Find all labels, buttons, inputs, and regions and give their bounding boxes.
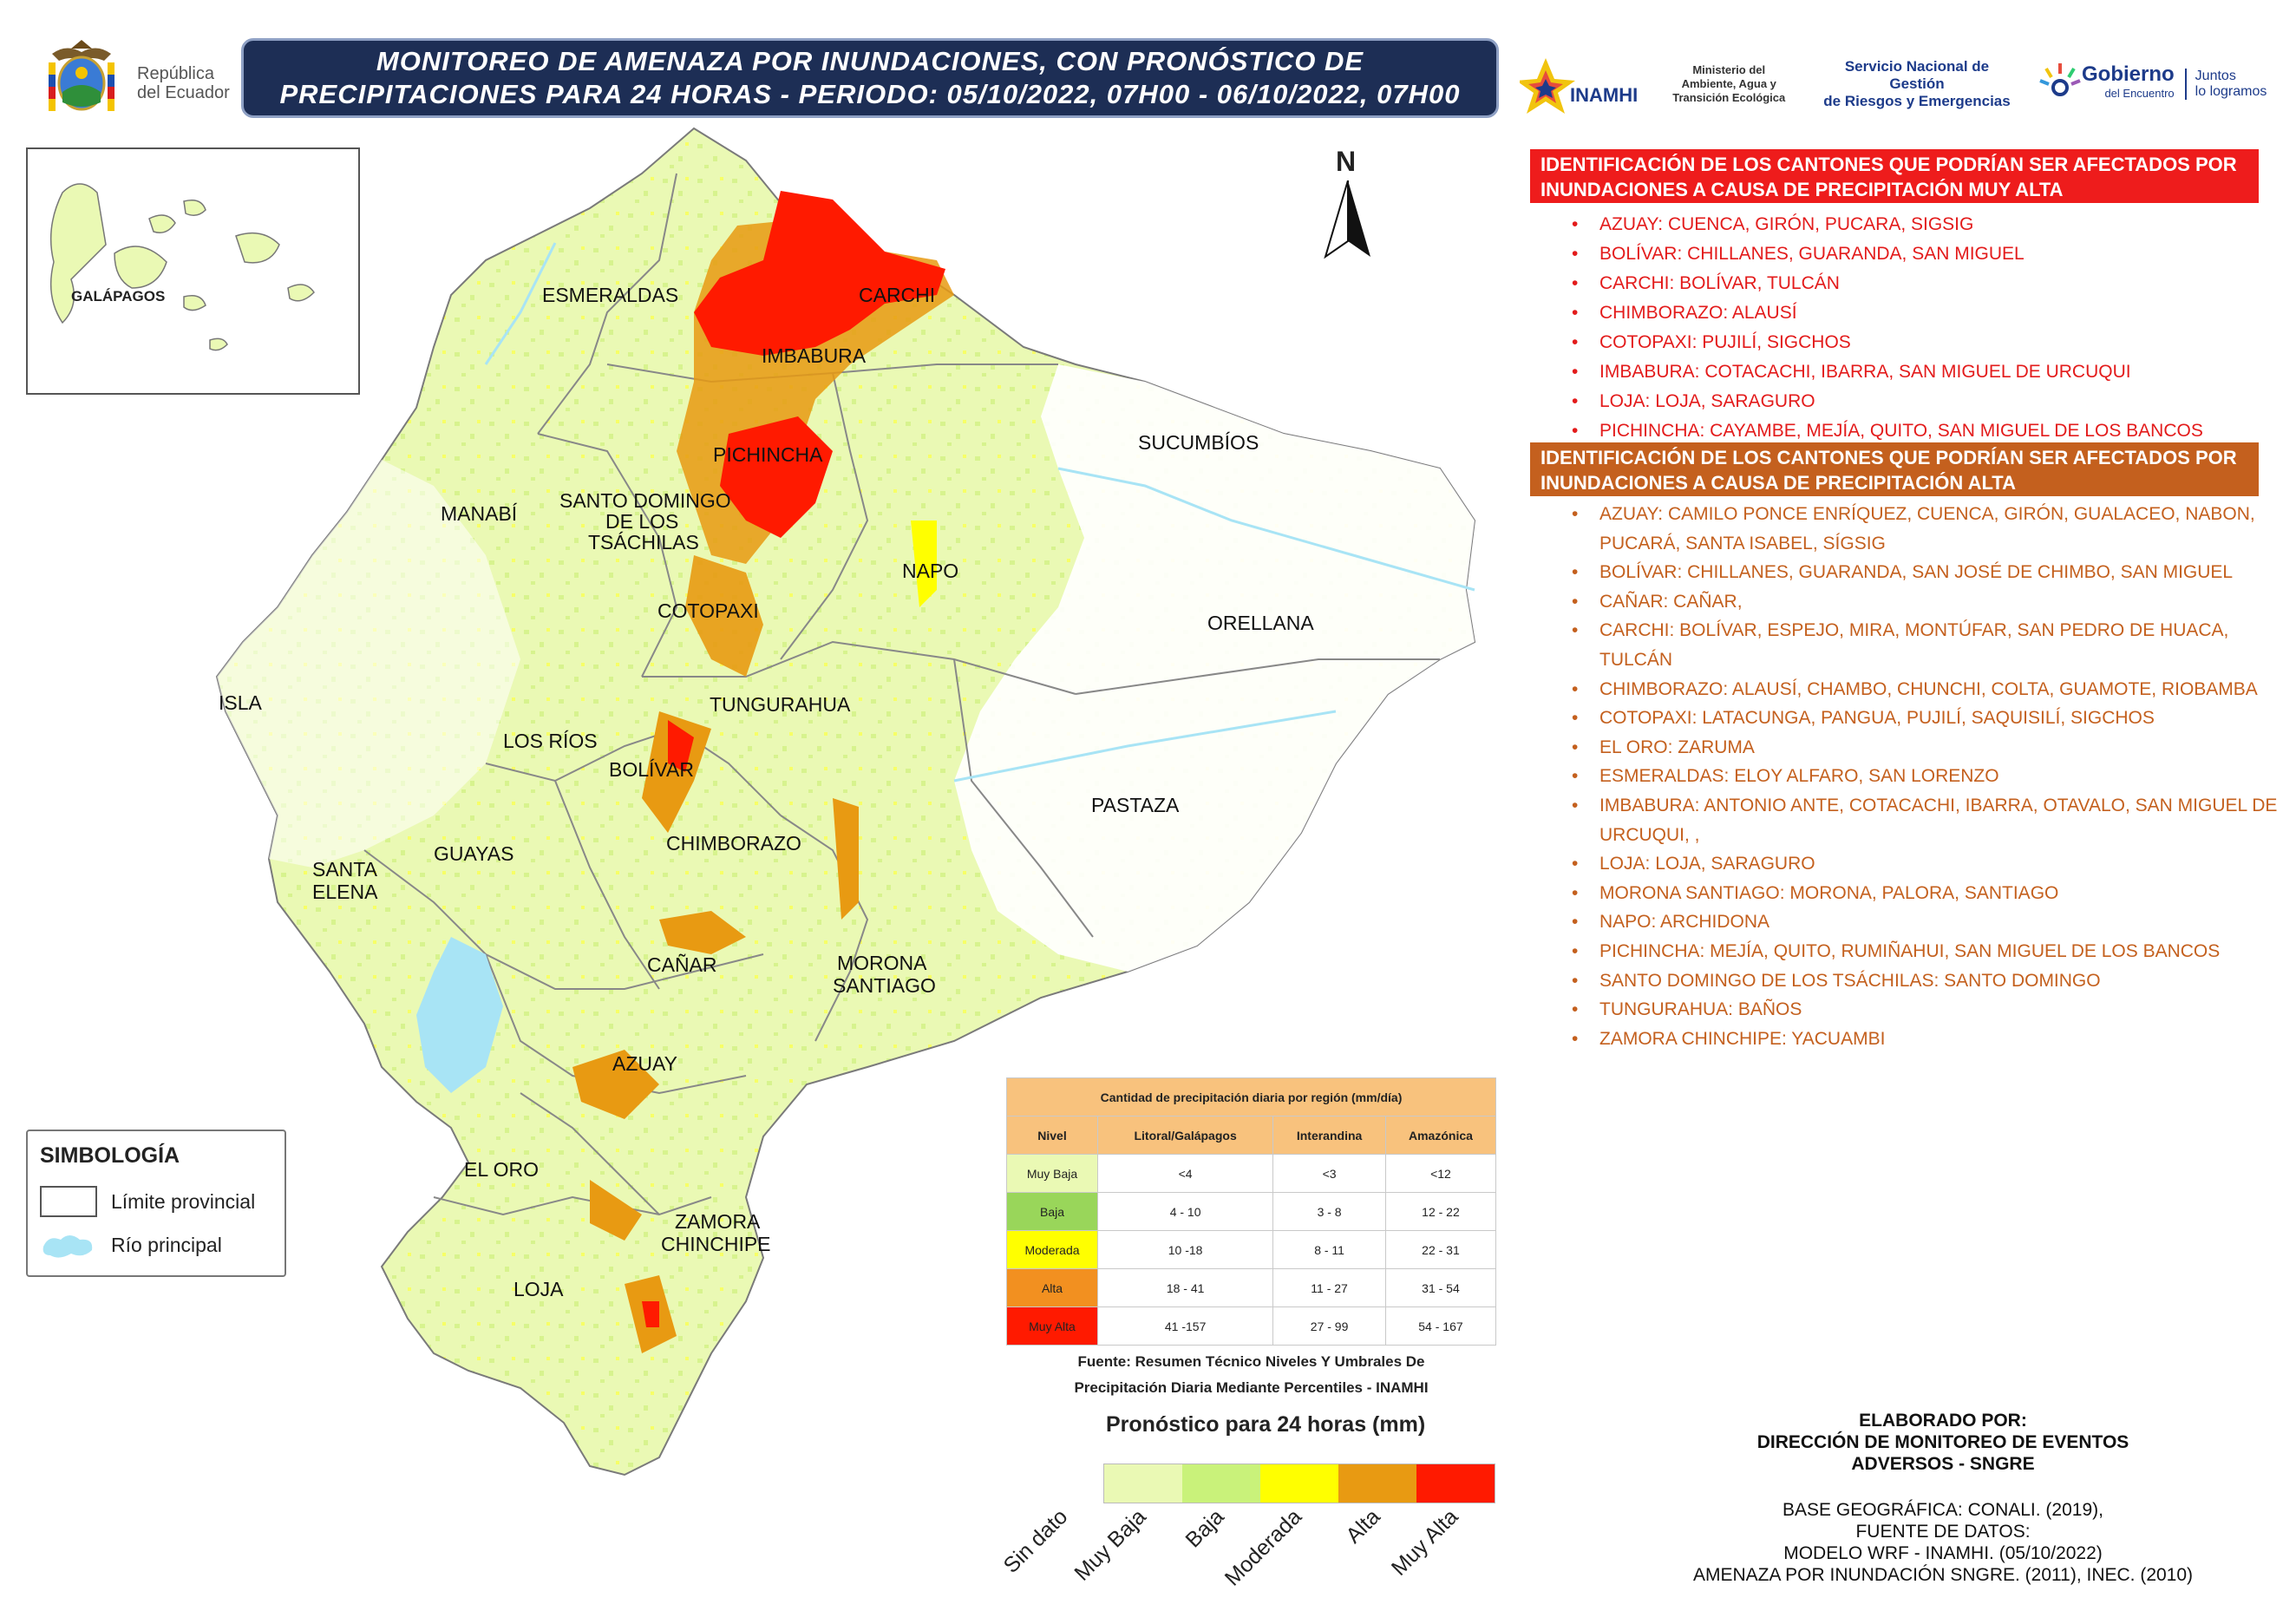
label-canar: CAÑAR [647,953,717,976]
sngre-line-2: de Riesgos y Emergencias [1823,93,2011,109]
map-title-banner [241,38,1499,118]
bar-label-moderada: Moderada [1220,1504,1307,1591]
title-line-1: MONITOREO DE AMENAZA POR INUNDACIONES, CON PRONÓSTICO DE [376,46,1364,76]
segment-muy-alta [1416,1464,1495,1503]
label-manabi: MANABÍ [441,502,518,525]
sngre-line-1: Servicio Nacional de Gestión [1844,58,1990,92]
alta-cantons-list [1572,500,2292,1053]
list-item: • ESMERALDAS: ELOY ALFARO, SAN LORENZO [1572,762,2292,791]
segment-moderada [1260,1464,1338,1503]
litoral-cell: 18 - 41 [1098,1269,1273,1307]
label-pichincha: PICHINCHA [713,443,823,466]
source-line-2: Precipitación Diaria Mediante Percentiles - INAMHI [1074,1379,1429,1396]
forecast-legend-title: Pronóstico para 24 horas (mm) [1106,1412,1426,1437]
inamhi-star-icon [1520,49,1624,119]
interandina-cell: 3 - 8 [1273,1193,1386,1231]
list-item: • CARCHI: BOLÍVAR, ESPEJO, MIRA, MONTÚFAR, SAN PEDRO DE HUACA, TULCÁN [1572,616,2292,674]
list-item: • AZUAY: CAMILO PONCE ENRÍQUEZ, CUENCA, GIRÓN, GUALACEO, NABON, [1572,500,2292,529]
list-item: • SANTO DOMINGO DE LOS TSÁCHILAS: SANTO DOMINGO [1572,966,2292,996]
header-nivel: Nivel [1007,1116,1098,1155]
list-item: • IMBABURA: ANTONIO ANTE, COTACACHI, IBARRA, OTAVALO, SAN MIGUEL DE [1572,791,2292,821]
label-carchi: CARCHI [859,284,936,306]
label-cotopaxi: COTOPAXI [657,599,759,622]
gobierno-rays-icon [2038,58,2082,110]
list-item: • LOJA: LOJA, SARAGURO [1572,387,2292,416]
list-item: • ZAMORA CHINCHIPE: YACUAMBI [1572,1025,2292,1054]
header-amazonica: Amazónica [1385,1116,1495,1155]
label-guayas: GUAYAS [434,842,514,865]
table-caption-row [1007,1078,1496,1116]
interandina-cell: 11 - 27 [1273,1269,1386,1307]
gobierno-del-encuentro-logo [2038,45,2290,123]
label-loja: LOJA [513,1278,564,1300]
forecast-color-bar [1103,1464,1495,1503]
table-row [1007,1269,1496,1307]
title-line-2: PRECIPITACIONES PARA 24 HORAS - PERIODO: 05/10/2022, 07H00 - 06/10/2022, 07H00 [279,79,1461,109]
amazonica-cell: 31 - 54 [1385,1269,1495,1307]
litoral-cell: <4 [1098,1155,1273,1193]
ministerio-line-3: Transición Ecológica [1672,91,1786,104]
label-de-los: DE LOS [605,510,679,533]
elaborado-por [1657,1410,2229,1475]
interandina-cell: 8 - 11 [1273,1231,1386,1269]
label-el-oro: EL ORO [464,1158,540,1181]
simbologia-title: SIMBOLOGÍA [40,1143,180,1168]
interandina-cell: <3 [1273,1155,1386,1193]
list-item: • COTOPAXI: LATACUNGA, PANGUA, PUJILÍ, SAQUISILÍ, SIGCHOS [1572,704,2292,733]
segment-muy-baja [1104,1464,1182,1503]
elaborado-line-3: ADVERSOS - SNGRE [1851,1454,2035,1474]
inamhi-name: INAMHI [1570,84,1639,106]
list-item: • MORONA SANTIAGO: MORONA, PALORA, SANTIAGO [1572,879,2292,908]
table-row [1007,1231,1496,1269]
gobierno-word: Gobierno [2082,62,2175,86]
galapagos-islands-shape [28,149,358,393]
table-header-row [1007,1116,1496,1155]
label-santa: SANTA [312,858,377,881]
list-item: • NAPO: ARCHIDONA [1572,907,2292,937]
litoral-cell: 4 - 10 [1098,1193,1273,1231]
table-source-note [1006,1349,1496,1401]
rio-principal-swatch [40,1229,97,1261]
bar-label-sin-dato: Sin dato [998,1504,1073,1578]
gobierno-text [2082,62,2175,103]
limite-provincial-swatch [40,1186,97,1217]
label-orellana: ORELLANA [1207,612,1314,634]
list-item: • PICHINCHA: MEJÍA, QUITO, RUMIÑAHUI, SAN MIGUEL DE LOS BANCOS [1572,937,2292,966]
ministerio-ambiente-text [1672,63,1785,105]
list-item: • CARCHI: BOLÍVAR, TULCÁN [1572,269,2292,298]
nivel-cell: Moderada [1007,1231,1098,1269]
nivel-cell: Muy Baja [1007,1155,1098,1193]
header-litoral: Litoral/Galápagos [1098,1116,1273,1155]
republica-del-ecuador-logo [35,33,234,128]
del-encuentro-word: del Encuentro [2104,87,2175,100]
label-azuay: AZUAY [612,1052,677,1075]
juntos-line-1: Juntos [2195,69,2236,83]
ecuador-coat-of-arms-icon [40,36,123,123]
alta-header-line-2: INUNDACIONES A CAUSA DE PRECIPITACIÓN ALTA [1540,472,2016,494]
modelo-wrf-line: MODELO WRF - INAMHI. (05/10/2022) [1783,1543,2103,1563]
alta-cantons-header [1530,442,2259,496]
list-item: • BOLÍVAR: CHILLANES, GUARANDA, SAN JOSÉ DE CHIMBO, SAN MIGUEL [1572,558,2292,587]
table-row [1007,1193,1496,1231]
bar-label-baja: Baja [1181,1504,1229,1553]
table-row [1007,1307,1496,1346]
interandina-cell: 27 - 99 [1273,1307,1386,1346]
list-item: • CAÑAR: CAÑAR, [1572,587,2292,617]
label-sucumbios: SUCUMBÍOS [1138,431,1259,454]
elaborado-line-1: ELABORADO POR: [1859,1411,2027,1431]
table-row [1007,1155,1496,1193]
nivel-cell: Muy Alta [1007,1307,1098,1346]
precipitation-threshold-table [1006,1077,1496,1346]
bar-label-alta: Alta [1341,1504,1385,1549]
list-item-continuation: URCUQUI, , [1599,824,1700,845]
label-tungurahua: TUNGURAHUA [710,693,851,716]
list-item: • TUNGURAHUA: BAÑOS [1572,995,2292,1025]
amazonica-cell: <12 [1385,1155,1495,1193]
label-los-rios: LOS RÍOS [503,730,598,752]
header-interandina: Interandina [1273,1116,1386,1155]
list-item: • BOLÍVAR: CHILLANES, GUARANDA, SAN MIGUEL [1572,239,2292,269]
label-santiago: SANTIAGO [833,974,936,997]
legend-row-rio [40,1229,272,1261]
bar-label-muy-baja: Muy Baja [1070,1504,1151,1586]
juntos-line-2: lo logramos [2195,84,2267,99]
list-item: • PICHINCHA: CAYAMBE, MEJÍA, QUITO, SAN MIGUEL DE LOS BANCOS [1572,416,2292,446]
north-label: N [1336,146,1357,177]
label-chinchipe: CHINCHIPE [661,1233,771,1255]
label-isla: ISLA [219,691,262,714]
galapagos-label: GALÁPAGOS [71,288,166,304]
north-arrow-icon [1322,180,1374,267]
label-morona: MORONA [837,952,927,974]
list-item: • COTOPAXI: PUJILÍ, SIGCHOS [1572,328,2292,357]
base-geografica-line: BASE GEOGRÁFICA: CONALI. (2019), [1783,1500,2103,1520]
elaborado-line-2: DIRECCIÓN DE MONITOREO DE EVENTOS [1756,1432,2129,1452]
label-chimborazo: CHIMBORAZO [666,832,801,855]
muy-alta-header-line-1: IDENTIFICACIÓN DE LOS CANTONES QUE PODRÍAN SER AFECTADOS POR [1540,154,2237,175]
nivel-cell: Alta [1007,1269,1098,1307]
del-ecuador-line: del Ecuador [137,83,230,102]
muy-alta-cantons-list [1572,210,2292,446]
ministerio-line-1: Ministerio del [1692,63,1766,76]
muy-alta-header-line-2: INUNDACIONES A CAUSA DE PRECIPITACIÓN MUY ALTA [1540,179,2064,200]
legend-row-limite [40,1186,272,1217]
republica-line: República [137,64,214,83]
list-item-continuation: PUCARÁ, SANTA ISABEL, SÍGSIG [1599,533,1886,553]
galapagos-inset-map [26,147,360,395]
list-item: • EL ORO: ZARUMA [1572,733,2292,763]
label-elena: ELENA [312,881,378,903]
label-imbabura: IMBABURA [762,344,867,367]
list-item: • LOJA: LOJA, SARAGURO [1572,849,2292,879]
label-napo: NAPO [902,560,959,582]
amazonica-cell: 54 - 167 [1385,1307,1495,1346]
north-arrow [1322,146,1374,259]
republica-text [137,64,230,102]
label-bolivar: BOLÍVAR [609,758,694,781]
list-item: • IMBABURA: COTACACHI, IBARRA, SAN MIGUEL DE URCUQUI [1572,357,2292,387]
fuente-datos-line: FUENTE DE DATOS: [1855,1522,2031,1542]
label-pastaza: PASTAZA [1091,794,1180,816]
nivel-cell: Baja [1007,1193,1098,1231]
segment-baja [1182,1464,1260,1503]
limite-provincial-label: Límite provincial [111,1189,256,1213]
alta-header-line-1: IDENTIFICACIÓN DE LOS CANTONES QUE PODRÍAN SER AFECTADOS POR [1540,447,2237,468]
table-caption: Cantidad de precipitación diaria por región (mm/día) [1007,1078,1496,1116]
ministerio-line-2: Ambiente, Agua y [1681,77,1776,90]
litoral-cell: 41 -157 [1098,1307,1273,1346]
simbologia-legend [26,1130,286,1277]
credits-block [1657,1410,2229,1586]
juntos-lo-logramos-text [2185,69,2267,100]
label-tsachilas: TSÁCHILAS [588,531,699,553]
label-esmeraldas: ESMERALDAS [542,284,679,306]
bar-label-muy-alta: Muy Alta [1386,1504,1463,1581]
source-line-1: Fuente: Resumen Técnico Niveles Y Umbrales De [1077,1353,1425,1370]
muy-alta-cantons-header [1530,149,2259,203]
amenaza-line: AMENAZA POR INUNDACIÓN SNGRE. (2011), INEC. (2010) [1692,1565,2194,1585]
litoral-cell: 10 -18 [1098,1231,1273,1269]
list-item: • CHIMBORAZO: ALAUSÍ, CHAMBO, CHUNCHI, COLTA, GUAMOTE, RIOBAMBA [1572,675,2292,704]
amazonica-cell: 22 - 31 [1385,1231,1495,1269]
sngre-logo [1822,45,2012,123]
list-item: • CHIMBORAZO: ALAUSÍ [1572,298,2292,328]
label-zamora: ZAMORA [675,1210,761,1233]
segment-alta [1338,1464,1416,1503]
list-item: • AZUAY: CUENCA, GIRÓN, PUCARA, SIGSIG [1572,210,2292,239]
amazonica-cell: 12 - 22 [1385,1193,1495,1231]
rio-principal-label: Río principal [111,1233,222,1256]
label-santo-domingo: SANTO DOMINGO [559,489,731,512]
